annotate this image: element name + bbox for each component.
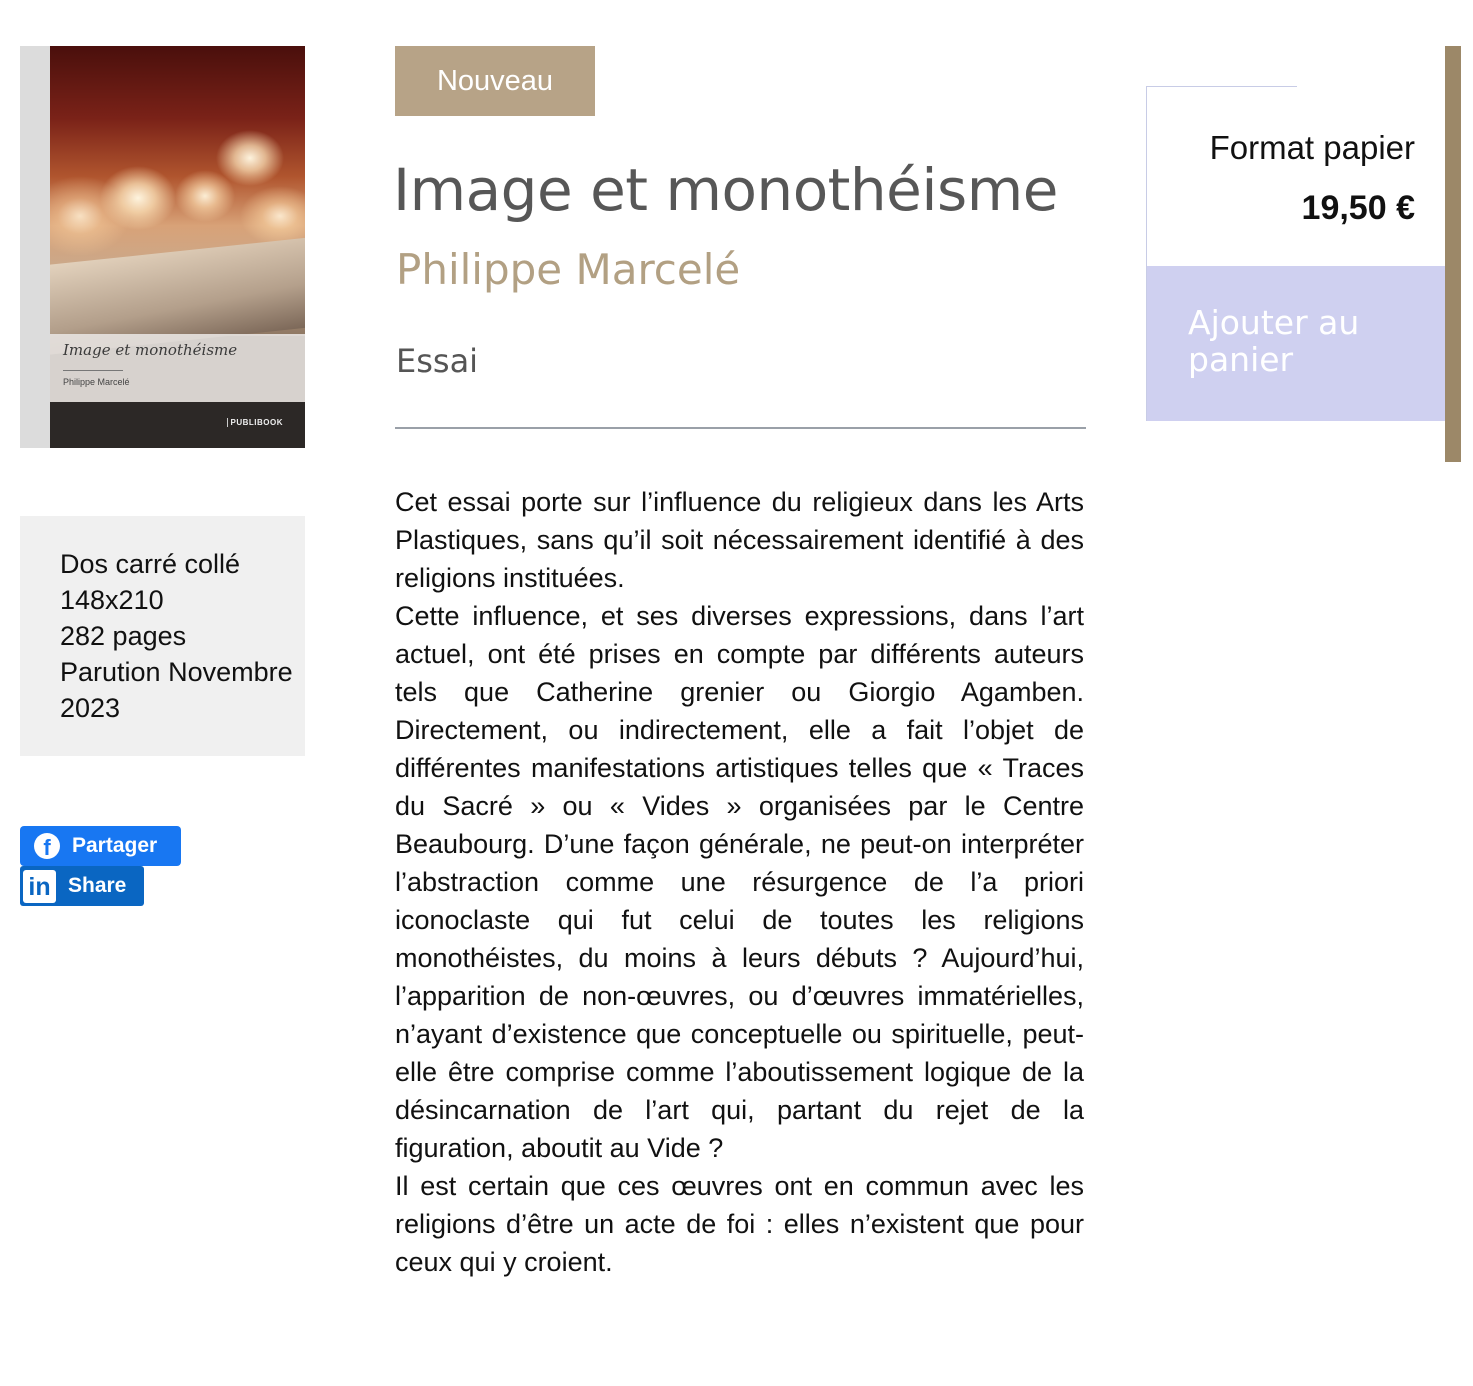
purchase-box-top-border: [1147, 86, 1297, 87]
facebook-icon: f: [34, 833, 60, 859]
section-divider: [395, 427, 1086, 429]
cover-author: Philippe Marcelé: [63, 377, 130, 387]
book-description: [395, 483, 1084, 1281]
price: 19,50 €: [1301, 189, 1415, 227]
book-author[interactable]: Philippe Marcelé: [396, 245, 741, 294]
cover-title: Image et monothéisme: [63, 341, 238, 359]
accent-bar: [1445, 46, 1461, 462]
linkedin-icon: in: [23, 870, 56, 903]
spec-release-year: 2023: [60, 693, 121, 723]
add-to-cart-label-line2: panier: [1188, 340, 1294, 379]
cover-rule: [63, 370, 123, 371]
book-genre: Essai: [396, 342, 479, 380]
add-to-cart-label-line1: Ajouter au: [1188, 303, 1360, 342]
book-cover: [20, 46, 305, 448]
cover-publisher-logo: PUBLIBOOK: [227, 418, 284, 427]
linkedin-share-button[interactable]: [20, 866, 144, 906]
format-label: Format papier: [1209, 129, 1415, 166]
purchase-box: [1146, 86, 1445, 421]
spec-release-label: Parution Novembre: [60, 657, 293, 687]
spec-binding: Dos carré collé: [60, 549, 241, 579]
facebook-share-button[interactable]: [20, 826, 181, 866]
book-specs: [20, 516, 305, 756]
spec-dimensions: 148x210: [60, 585, 164, 615]
linkedin-share-label: Share: [68, 874, 127, 897]
add-to-cart-button[interactable]: [1147, 266, 1445, 421]
facebook-share-label: Partager: [72, 834, 158, 857]
new-badge: Nouveau: [395, 46, 595, 116]
description-paragraph: Cet essai porte sur l’influence du religieux dans les Arts Plastiques, sans qu’il soit nécessairement identifié à des religions instituées.: [395, 487, 1084, 593]
description-paragraph: Il est certain que ces œuvres ont en commun avec les religions d’être un acte de foi : elles n’existent que pour ceux qui y croient.: [395, 1171, 1084, 1277]
book-title: Image et monothéisme: [393, 156, 1058, 224]
description-paragraph: Cette influence, et ses diverses expressions, dans l’art actuel, ont été prises en compte par différents auteurs tels que Catherine grenier ou Giorgio Agamben. Directement, ou indirectement, elle a fait l’objet de différentes manifestations artistiques telles que « Traces du Sacré » ou « Vides » organisées par le Centre Beaubourg. D’une façon générale, ne peut-on interpréter l’abstraction comme une résurgence de l’a priori iconoclaste qui fut celui de toutes les religions monothéistes, du moins à leurs débuts ? Aujourd’hui, l’apparition de non-œuvres, ou d’œuvres immatérielles, n’ayant d’existence que conceptuelle ou spirituelle, peut-elle être comprise comme l’aboutissement logique de la désincarnation de l’art qui, partant du rejet de la figuration, aboutit au Vide ?: [395, 601, 1084, 1163]
spec-pages: 282 pages: [60, 621, 187, 651]
book-cover-front: [50, 46, 305, 448]
